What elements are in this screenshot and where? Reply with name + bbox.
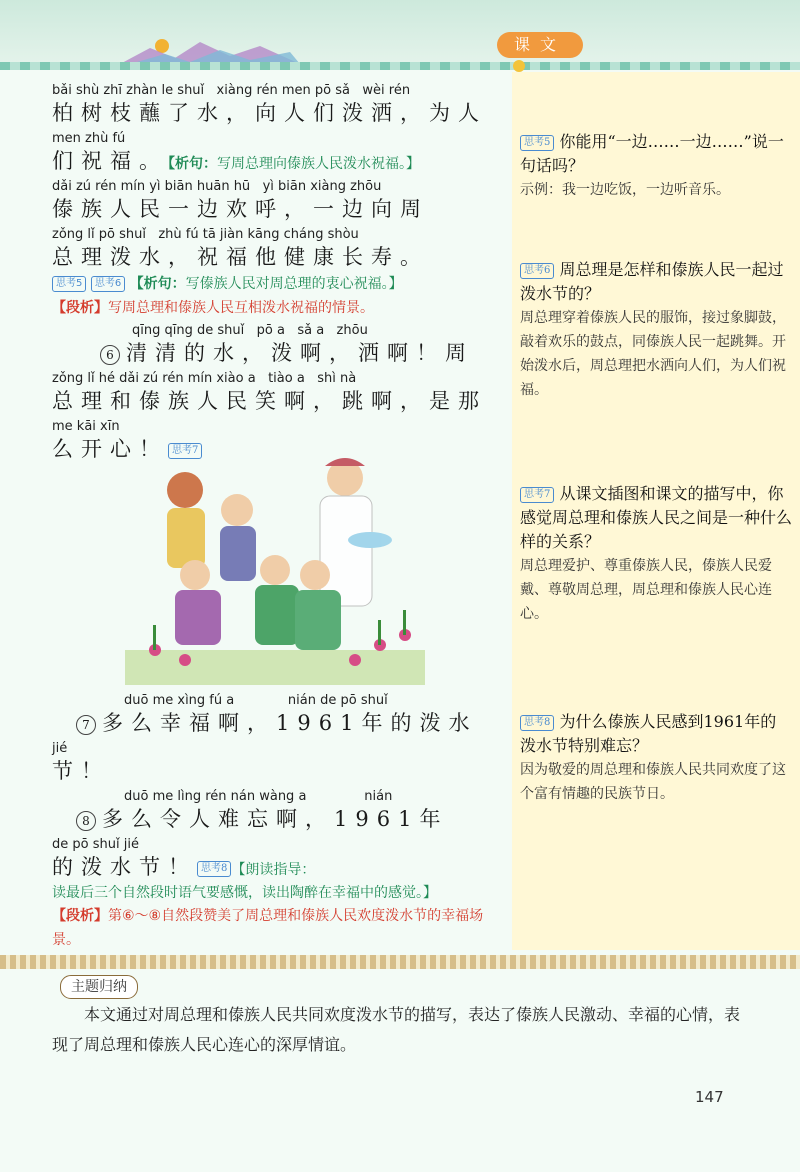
- section-divider: [0, 955, 800, 969]
- reading-guide-text: 读最后三个自然段时语气要感慨，读出陶醉在幸福中的感觉。】: [52, 885, 437, 901]
- water-festival-illustration: [125, 450, 425, 685]
- think-tag[interactable]: 思考5: [520, 135, 554, 151]
- question-text: [520, 130, 792, 178]
- think-tag[interactable]: 思考6: [91, 276, 125, 292]
- theme-title: 主题归纳: [60, 975, 138, 999]
- paragraph-analysis: [52, 296, 502, 320]
- think-tag[interactable]: 思考7: [168, 443, 202, 459]
- analysis-note: [168, 156, 420, 172]
- text-line: [52, 804, 502, 834]
- think-tag[interactable]: 思考5: [52, 276, 86, 292]
- pinyin-line: de pō shuǐ jié: [52, 837, 139, 852]
- paragraph-number: 6: [100, 345, 120, 365]
- answer-text: 示例：我一边吃饭，一边听音乐。: [520, 182, 730, 198]
- text-line: 柏树枝蘸了水，向人们泼洒，为人: [52, 101, 487, 125]
- text-segment: 的泼水节！: [52, 855, 197, 879]
- question-body: 为什么傣族人民感到1961年的泼水节特别难忘？: [520, 712, 777, 755]
- text-column-lower: [52, 690, 502, 950]
- header-band: [0, 62, 800, 70]
- question-body: 从课文插图和课文的描写中，你感觉周总理和傣族人民之间是一种什么样的关系？: [520, 484, 793, 551]
- analysis-label: 【段析】: [52, 908, 108, 924]
- pinyin-line: duō me xìng fú a nián de pō shuǐ: [124, 693, 388, 708]
- sidebar-questions: [512, 72, 800, 950]
- text-line: 傣族人民一边欢呼，一边向周: [52, 197, 429, 221]
- think-tag[interactable]: 思考8: [520, 715, 554, 731]
- pinyin-line: zǒng lǐ pō shuǐ zhù fú tā jiàn kāng cháng shòu: [52, 227, 359, 242]
- analysis-text: 第⑥～⑧自然段赞美了周总理和傣族人民欢度泼水节的幸福场景。: [52, 908, 484, 948]
- think-tag[interactable]: 思考8: [197, 861, 231, 877]
- section-tag: 课文: [497, 32, 583, 58]
- pinyin-line: bǎi shù zhī zhàn le shuǐ xiàng rén men pō sǎ wèi rén: [52, 83, 411, 98]
- question-card: [520, 130, 792, 202]
- paragraph-number: 7: [76, 715, 96, 735]
- text-segment: 多么令人难忘啊，1961年: [102, 807, 449, 831]
- pinyin-line: jié: [52, 741, 68, 756]
- think-tag[interactable]: 思考6: [520, 263, 554, 279]
- pinyin-line: duō me lìng rén nán wàng a nián: [124, 789, 393, 804]
- mountains-decoration: [120, 36, 300, 64]
- text-line: 总理和傣族人民笑啊，跳啊，是那: [52, 389, 487, 413]
- text-line: 总理泼水，祝福他健康长寿。: [52, 245, 429, 269]
- analysis-text: 写周总理和傣族人民互相泼水祝福的情景。: [108, 300, 374, 316]
- pinyin-line: qīng qīng de shuǐ pō a sǎ a zhōu: [132, 323, 368, 338]
- text-line: [52, 146, 502, 176]
- theme-summary: 本文通过对周总理和傣族人民共同欢度泼水节的描写，表达了傣族人民激动、幸福的心情，表现了周总理和傣族人民心连心的深厚情谊。: [52, 1005, 741, 1054]
- note-text: 写傣族人民对周总理的衷心祝福。】: [185, 276, 403, 292]
- question-card: [520, 710, 792, 806]
- question-card: [520, 258, 792, 402]
- section-tag-dot: [513, 60, 525, 72]
- pinyin-line: me kāi xīn: [52, 419, 120, 434]
- answer-text: 周总理爱护、尊重傣族人民，傣族人民爱戴、尊敬周总理，周总理和傣族人民心连心。: [520, 558, 772, 622]
- text-line: 节！: [52, 759, 110, 783]
- note-text: 写周总理向傣族人民泼水祝福。】: [217, 156, 420, 172]
- note-label: 【析句：: [129, 276, 186, 292]
- text-line: [52, 338, 502, 368]
- text-segment: 清清的水，泼啊，洒啊！周: [126, 341, 474, 365]
- paragraph-number: 8: [76, 811, 96, 831]
- answer-text: 周总理穿着傣族人民的服饰，接过象脚鼓，敲着欢乐的鼓点，同傣族人民一起跳舞。开始泼水后，周总理把水洒向人们，为人们祝福。: [520, 310, 786, 398]
- pinyin-line: men zhù fú: [52, 131, 126, 146]
- answer-text: 因为敬爱的周总理和傣族人民共同欢度了这个富有情趣的民族节日。: [520, 762, 786, 802]
- text-line: [52, 708, 502, 738]
- question-text: [520, 258, 792, 306]
- pinyin-line: dǎi zú rén mín yì biān huān hū yì biān xiàng zhōu: [52, 179, 382, 194]
- reading-guide-label: 【朗读指导：: [231, 862, 316, 878]
- pinyin-line: zǒng lǐ hé dǎi zú rén mín xiào a tiào a shì nà: [52, 371, 357, 386]
- question-card: [520, 482, 792, 626]
- paragraph-analysis: [52, 904, 502, 952]
- question-text: [520, 710, 792, 758]
- analysis-note: [52, 272, 502, 296]
- text-segment: 们祝福。: [52, 149, 168, 173]
- text-segment: 么开心！: [52, 437, 168, 461]
- text-segment: 多么幸福啊，1961年的泼水: [102, 711, 478, 735]
- question-body: 你能用“一边……一边……”说一句话吗？: [520, 132, 784, 175]
- note-label: 【析句：: [168, 156, 217, 172]
- question-text: [520, 482, 792, 554]
- think-tag[interactable]: 思考7: [520, 487, 554, 503]
- question-body: 周总理是怎样和傣族人民一起过泼水节的？: [520, 260, 784, 303]
- text-line: [52, 852, 502, 882]
- page-number: 147: [695, 1088, 724, 1106]
- analysis-label: 【段析】: [52, 300, 108, 316]
